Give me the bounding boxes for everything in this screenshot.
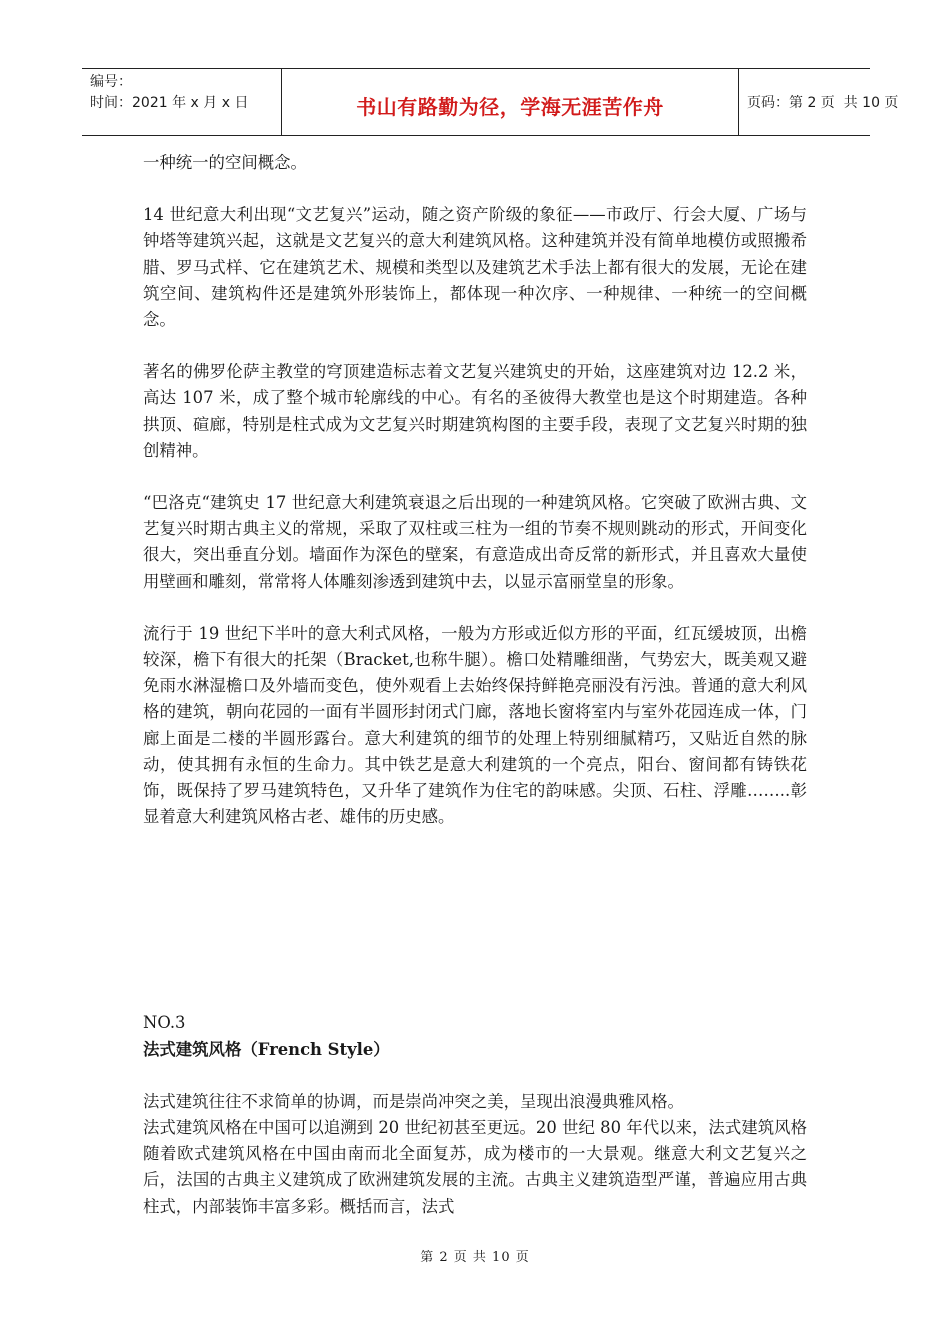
document-number-label: 编号： [90, 74, 132, 90]
paragraph-gap [143, 1063, 807, 1089]
paragraph-gap [143, 176, 807, 202]
page-footer: 第 2 页 共 10 页 [420, 1250, 530, 1265]
paragraph-baroque: “巴洛克“建筑史 17 世纪意大利建筑衰退之后出现的一种建筑风格。它突破了欧洲古典、文艺复兴时期古典主义的常规，采取了双柱或三柱为一组的节奏不规则跳动的形式，开间变化很大，突出垂直分划。墙面作为深色的壁案，有意造成出奇反常的新形式，并且喜欢大量使用壁画和雕刻，常常将人体雕刻渗透到建筑中去，以显示富丽堂皇的形象。 [143, 493, 807, 591]
paragraph-french-history: 法式建筑风格在中国可以追溯到 20 世纪初甚至更远。20 世纪 80 年代以来，法式建筑风格随着欧式建筑风格在中国由南而北全面复苏，成为楼市的一大景观。继意大利文艺复兴之后，法国的古典主义建筑成了欧洲建筑发展的主流。古典主义建筑造型严谨，普遍应用古典柱式，内部装饰丰富多彩。概括而言，法式 [143, 1118, 807, 1216]
paragraph-florence-cathedral: 著名的佛罗伦萨主教堂的穹顶建造标志着文艺复兴建筑史的开始，这座建筑对边 12.2 米，高达 107 米，成了整个城市轮廓线的中心。有名的圣彼得大教堂也是这个时期建造。各种拱顶、碹廊，特别是柱式成为文艺复兴时期建筑构图的主要手段，表现了文艺复兴时期的独创精神。 [143, 362, 807, 460]
paragraph-french-intro: 法式建筑往往不求简单的协调，而是崇尚冲突之美，呈现出浪漫典雅风格。 [143, 1091, 684, 1111]
paragraph-gap [143, 464, 807, 490]
header-page-code-cell [739, 69, 899, 135]
header-meta [82, 69, 282, 135]
header-motto-cell [282, 69, 739, 135]
paragraph-italian-style: 流行于 19 世纪下半叶的意大利式风格，一般为方形或近似方形的平面，红瓦缓坡顶，出檐较深，檐下有很大的托架（Bracket,也称牛腿）。檐口处精雕细凿，气势宏大，既美观又避免雨水淋湿檐口及外墙而变色，使外观看上去始终保持鲜艳亮丽没有污浊。普通的意大利风格的建筑，朝向花园的一面有半圆形封闭式门廊，落地长窗将室内与室外花园连成一体，门廊上面是二楼的半圆形露台。意大利建筑的细节的处理上特别细腻精巧，又贴近自然的脉动，使其拥有永恒的生命力。其中铁艺是意大利建筑的一个亮点，阳台、窗间都有铸铁花饰，既保持了罗马建筑特色，又升华了建筑作为住宅的韵味感。尖顶、石柱、浮雕……..彰显着意大利建筑风格古老、雄伟的历史感。 [143, 623, 807, 827]
paragraph-gap [143, 333, 807, 359]
header-motto: 书山有路勤为径，学海无涯苦作舟 [356, 94, 664, 119]
page-header [82, 68, 899, 136]
continuation-text: 一种统一的空间概念。 [143, 153, 307, 172]
section-gap [143, 830, 807, 1010]
section-title: 法式建筑风格（French Style） [143, 1039, 390, 1059]
document-body [143, 150, 807, 1220]
document-time-label: 时间：2021 年 x 月 x 日 [90, 95, 249, 111]
header-page-code: 页码：第 2 页 共 10 页 [747, 95, 899, 111]
section-number: NO.3 [143, 1013, 186, 1033]
paragraph-renaissance: 14 世纪意大利出现“文艺复兴”运动，随之资产阶级的象征——市政厅、行会大厦、广场与钟塔等建筑兴起，这就是文艺复兴的意大利建筑风格。这种建筑并没有简单地模仿或照搬希腊、罗马式样、它在建筑艺术、规模和类型以及建筑艺术手法上都有很大的发展，无论在建筑空间、建筑构件还是建筑外形装饰上，都体现一种次序、一种规律、一种统一的空间概念。 [143, 205, 807, 330]
paragraph-gap [143, 595, 807, 621]
